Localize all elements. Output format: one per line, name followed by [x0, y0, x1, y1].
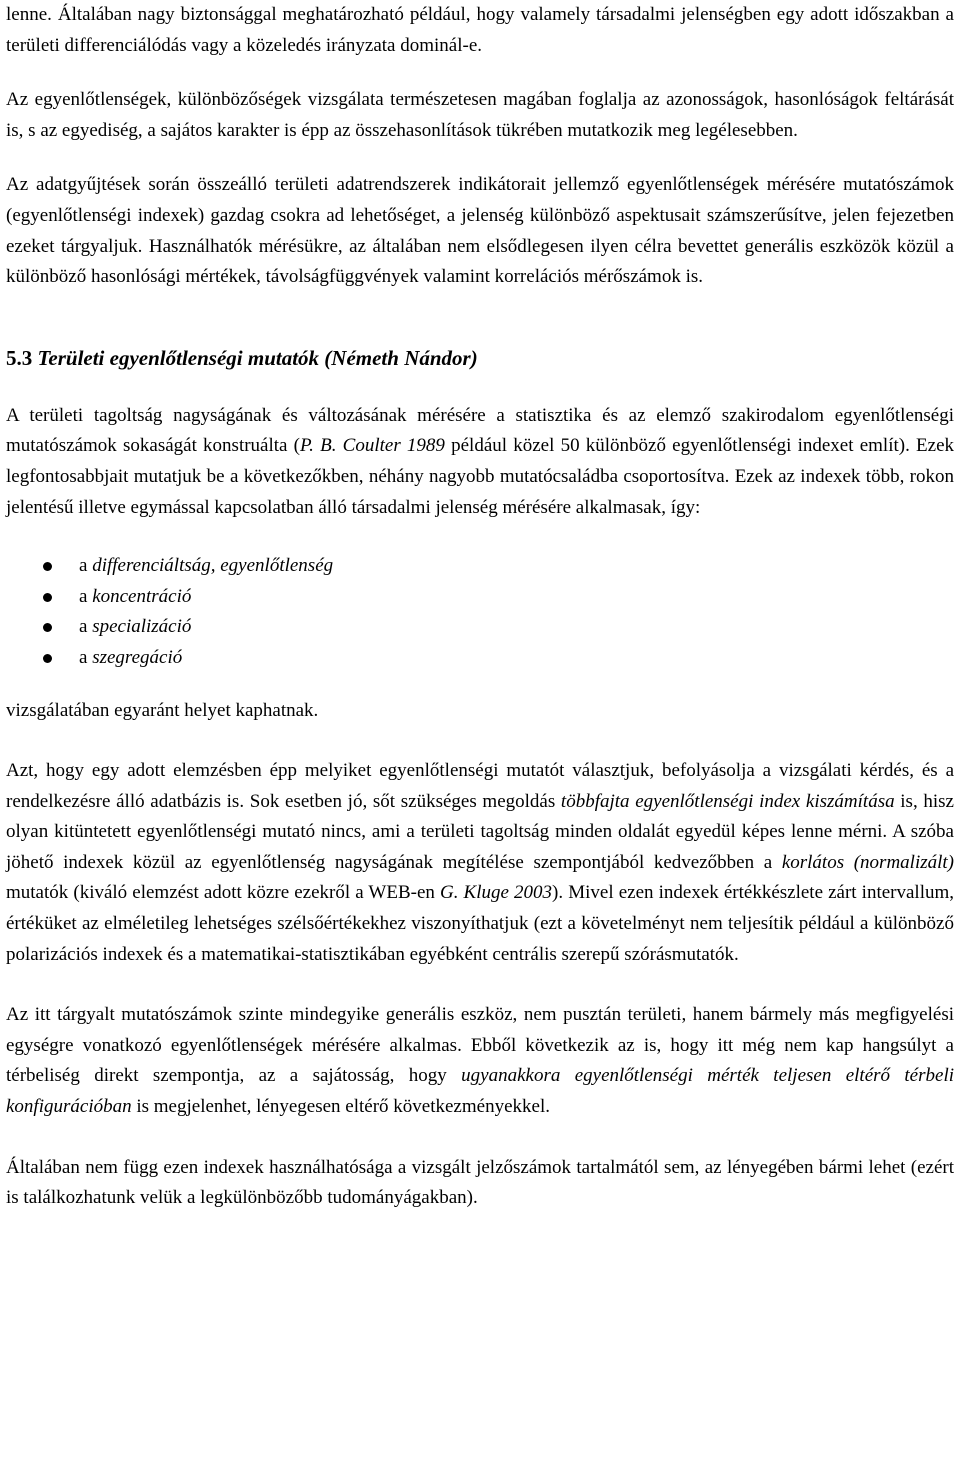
paragraph: [6, 401, 954, 523]
list-item-prefix: a: [79, 646, 93, 668]
paragraph-text: vizsgálatában egyaránt helyet kaphatnak.: [6, 699, 319, 721]
list-item: [6, 643, 954, 674]
paragraph-text: Használhatók mérésükre, az általában nem elsődlegesen ilyen célra bevettet generális eszközök közül a különböző hasonlósági mértékek, távolságfüggvények valamint korrelációs mérőszámok is.: [6, 235, 954, 288]
list-item-prefix: a: [79, 555, 93, 577]
list-item-term: differenciáltság, egyenlőtlenség: [92, 555, 334, 577]
paragraph: [6, 696, 954, 727]
paragraph: [6, 1153, 954, 1214]
paragraph-text: Az egyenlőtlenségek, különbözőségek vizsgálata természetesen magában foglalja az azonosságok, hasonlóságok feltárását is, s az egyediség, a sajátos karakter is épp az összehasonlítások tükrében mutatkozik meg legélesebben.: [6, 89, 954, 141]
citation: G. Kluge 2003: [439, 882, 553, 904]
section-heading: [6, 343, 954, 373]
paragraph: [6, 170, 954, 292]
paragraph-text: Azt, hogy egy adott elemzésben épp melyiket egyenlőtlenségi mutatót választjuk, befolyásolja a vizsgálati kérdés, és a rendelkezésre álló adatbázis is. Sok esetben jó, sőt szükséges megoldás: [6, 760, 954, 812]
paragraph: [6, 0, 954, 61]
bullet-list: [6, 551, 954, 673]
emphasis: korlátos (normalizált): [781, 851, 954, 873]
bullet-icon: [43, 623, 52, 632]
list-item-term: koncentráció: [92, 585, 192, 607]
list-item: [6, 551, 954, 582]
document-page: [6, 0, 954, 1214]
bullet-icon: [43, 593, 52, 602]
paragraph-text: lenne. Általában nagy biztonsággal meghatározható például, hogy valamely társadalmi jelenségben egy adott időszakban a területi differenciálódás vagy a közeledés irányzata dominál-e.: [6, 4, 954, 56]
paragraph-text: A területi tagoltság nagyságának és változásának mérésére a statisztika és az elemző szakirodalom egyenlőtlenségi mutatószámok sokaságát konstruálta (: [6, 404, 954, 457]
list-item: [6, 612, 954, 643]
paragraph: [6, 1000, 954, 1122]
list-item-prefix: a: [79, 616, 93, 638]
section-number: 5.3: [6, 345, 33, 370]
list-item: [6, 582, 954, 613]
section-title: Területi egyenlőtlenségi mutatók (Németh Nándor): [32, 345, 478, 370]
paragraph-text: Általában nem függ ezen indexek használhatósága a vizsgált jelzőszámok tartalmától sem, az lényegében bármi lehet (ezért is találkozhatunk velük a legkülönbözőbb tudományágakban).: [6, 1156, 954, 1209]
citation: P. B. Coulter 1989: [300, 435, 445, 457]
emphasis: többfajta egyenlőtlenségi index kiszámítása: [560, 790, 895, 812]
list-item-prefix: a: [79, 585, 93, 607]
paragraph-text: mutatók (kiváló elemzést adott közre ezekről a WEB-en: [6, 882, 440, 904]
emphasis: ugyanakkora egyenlőtlenségi mérték teljesen eltérő térbeli konfigurációban: [6, 1065, 954, 1118]
bullet-icon: [43, 562, 52, 571]
list-item-term: szegregáció: [92, 646, 183, 668]
paragraph-text: ). Mivel ezen indexek értékkészlete zárt intervallum, értéküket az elméletileg lehetséges szélsőértékekhez viszonyíthatjuk (ezt a követelményt nem teljesítik például a különböző polarizációs indexek és a matematikai-statisztikában egyébként centrális szerepű szórásmutatók.: [6, 882, 955, 965]
paragraph-text: Az adatgyűjtések során összeálló területi adatrendszerek indikátorait jellemző egyenlőtlenségek mérésére mutatószámok (egyenlőtlenségi indexek) gazdag csokra ad lehetőséget, a jelenség különböző aspektusait számszerűsítve, jelen fejezetben ezeket tárgyaljuk.: [6, 174, 954, 257]
paragraph-text: például közel 50 különböző egyenlőtlenségi indexet említ). Ezek legfontosabbjait mutatjuk be a következőkben, néhány nagyobb mutatócsaládba csoportosítva. Ezek az indexek több, rokon jelentésű illetve egymással kapcsolatban álló társadalmi jelenség mérésére alkalmasak, így:: [6, 435, 955, 518]
paragraph-text: is megjelenhet, lényegesen eltérő következményekkel.: [131, 1096, 550, 1118]
bullet-icon: [43, 654, 52, 663]
list-item-term: specializáció: [92, 616, 192, 638]
paragraph: [6, 85, 954, 146]
paragraph-text: is, hisz olyan kitüntetett egyenlőtlenségi mutató nincs, ami a területi tagoltság minden oldalát egyedül képes lenne mérni. A szóba jöhető indexek közül az egyenlőtlenség nagyságának megítélése szempontjából kedvezőbben a: [6, 790, 954, 873]
paragraph-text: Az itt tárgyalt mutatószámok szinte mindegyike generális eszköz, nem pusztán területi, hanem bármely más megfigyelési egységre vonatkozó egyenlőtlenségek mérésére alkalmas. Ebből következik az is, hogy itt még nem kap hangsúlyt a térbeliség direkt szempontja, az a sajátosság, hogy: [6, 1004, 954, 1087]
paragraph: [6, 756, 954, 970]
